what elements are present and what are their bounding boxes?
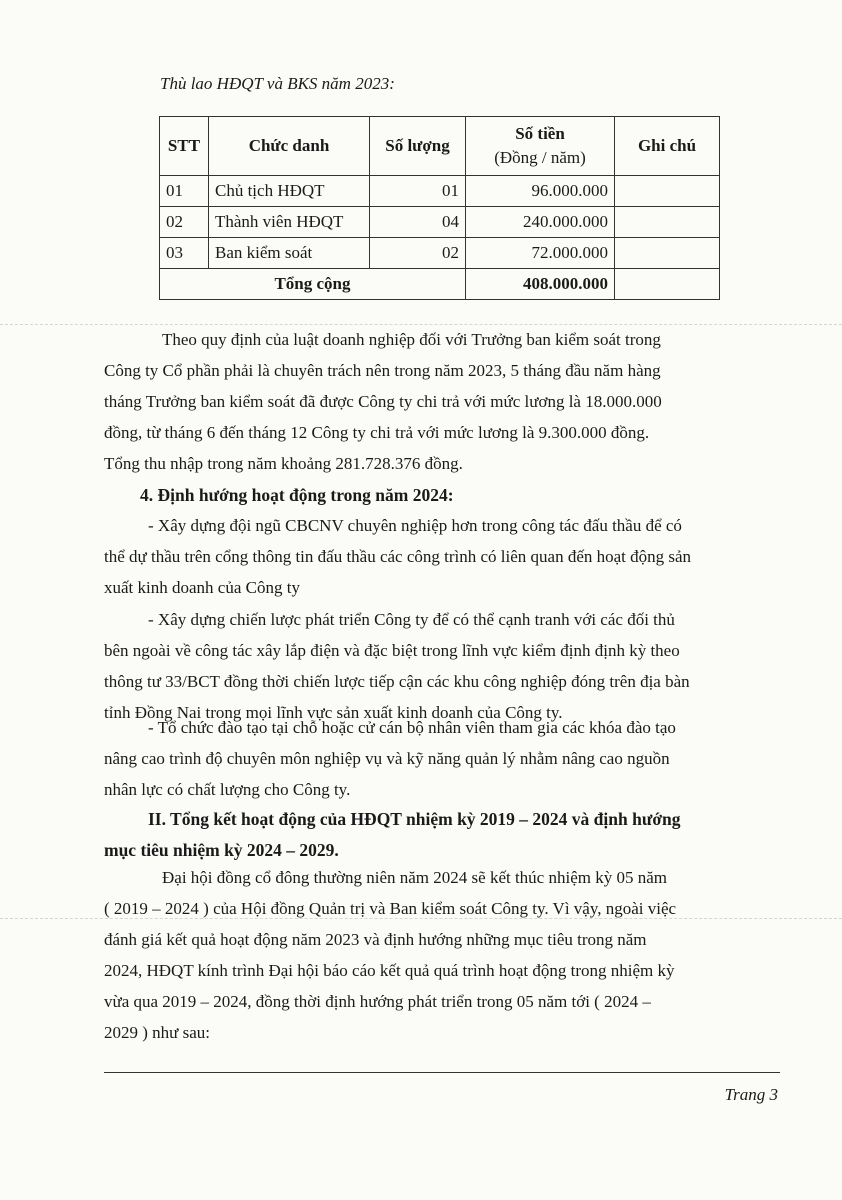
text-line: nhân lực có chất lượng cho Công ty. (104, 780, 351, 799)
page-number: Trang 3 (724, 1085, 778, 1104)
text-line: nâng cao trình độ chuyên môn nghiệp vụ và kỹ năng quản lý nhằm nâng cao nguồn (104, 749, 670, 768)
header-amount-unit: (Đồng / năm) (494, 148, 586, 167)
text-line: II. Tổng kết hoạt động của HĐQT nhiệm kỳ 2019 – 2024 và định hướng (148, 809, 681, 829)
cell-title: Thành viên HĐQT (209, 207, 370, 238)
cell-note (615, 176, 720, 207)
cell-stt: 01 (160, 176, 209, 207)
term-summary-paragraph (104, 862, 778, 1048)
bullet-paragraph (104, 604, 778, 728)
header-qty: Số lượng (370, 117, 466, 176)
text-line: - Tổ chức đào tạo tại chỗ hoặc cử cán bộ nhân viên tham gia các khóa đào tạo (148, 718, 676, 737)
cell-amount: 240.000.000 (466, 207, 615, 238)
text-line: mục tiêu nhiệm kỳ 2024 – 2029. (104, 840, 339, 860)
text-line: đánh giá kết quả hoạt động năm 2023 và định hướng những mục tiêu trong năm (104, 930, 647, 949)
remuneration-table (159, 116, 720, 300)
cell-title: Ban kiểm soát (209, 238, 370, 269)
text-line: - Xây dựng đội ngũ CBCNV chuyên nghiệp hơn trong công tác đấu thầu để có (148, 516, 682, 535)
cell-qty: 01 (370, 176, 466, 207)
text-line: 2024, HĐQT kính trình Đại hội báo cáo kết quả quá trình hoạt động trong nhiệm kỳ (104, 961, 675, 980)
bullet-paragraph (104, 510, 778, 603)
text-line: thông tư 33/BCT đồng thời chiến lược tiếp cận các khu công nghiệp đóng trên địa bàn (104, 672, 690, 691)
text-line: tỉnh Đồng Nai trong mọi lĩnh vực sản xuất kinh doanh của Công ty. (104, 703, 563, 722)
bullet-paragraph (104, 712, 778, 805)
cell-amount: 96.000.000 (466, 176, 615, 207)
cell-qty: 02 (370, 238, 466, 269)
text-line: đồng, từ tháng 6 đến tháng 12 Công ty chi trả với mức lương là 9.300.000 đồng. (104, 423, 650, 442)
text-line: Công ty Cổ phần phải là chuyên trách nên trong năm 2023, 5 tháng đầu năm hàng (104, 361, 661, 380)
cell-stt: 02 (160, 207, 209, 238)
text-line: ( 2019 – 2024 ) của Hội đồng Quản trị và Ban kiểm soát Công ty. Vì vậy, ngoài việc (104, 899, 677, 918)
salary-paragraph (104, 324, 778, 479)
cell-note (615, 207, 720, 238)
header-note: Ghi chú (615, 117, 720, 176)
text-line: Đại hội đồng cổ đông thường niên năm 2024 sẽ kết thúc nhiệm kỳ 05 năm (162, 868, 667, 887)
text-line: thể dự thầu trên cổng thông tin đấu thầu các công trình có liên quan đến hoạt động sản (104, 547, 692, 566)
text-line: 2029 ) như sau: (104, 1023, 211, 1042)
text-line: Theo quy định của luật doanh nghiệp đối với Trưởng ban kiểm soát trong (162, 330, 661, 349)
cell-title: Chủ tịch HĐQT (209, 176, 370, 207)
text-line: - Xây dựng chiến lược phát triển Công ty để có thể cạnh tranh với các đối thủ (148, 610, 675, 629)
table-caption: Thù lao HĐQT và BKS năm 2023: (160, 74, 395, 93)
header-title: Chức danh (209, 117, 370, 176)
section-heading-4: 4. Định hướng hoạt động trong năm 2024: (140, 485, 454, 505)
total-note (615, 269, 720, 300)
text-line: bên ngoài về công tác xây lắp điện và đặc biệt trong lĩnh vực kiểm định định kỳ theo (104, 641, 680, 660)
cell-qty: 04 (370, 207, 466, 238)
table-total-row (160, 269, 720, 300)
footer-divider (104, 1072, 780, 1073)
section-heading-ii (104, 804, 778, 866)
text-line: xuất kinh doanh của Công ty (104, 578, 300, 597)
header-amount-main: Số tiền (515, 124, 565, 143)
table-row (160, 238, 720, 269)
text-line: tháng Trưởng ban kiểm soát đã được Công ty chi trả với mức lương là 18.000.000 (104, 392, 662, 411)
cell-note (615, 238, 720, 269)
text-line: vừa qua 2019 – 2024, đồng thời định hướng phát triển trong 05 năm tới ( 2024 – (104, 992, 651, 1011)
total-label: Tổng cộng (160, 269, 466, 300)
cell-amount: 72.000.000 (466, 238, 615, 269)
table-header-row (160, 117, 720, 176)
header-stt: STT (160, 117, 209, 176)
cell-stt: 03 (160, 238, 209, 269)
total-amount: 408.000.000 (466, 269, 615, 300)
table-row (160, 207, 720, 238)
header-amount (466, 117, 615, 176)
text-line: Tổng thu nhập trong năm khoảng 281.728.376 đồng. (104, 454, 463, 473)
table-row (160, 176, 720, 207)
